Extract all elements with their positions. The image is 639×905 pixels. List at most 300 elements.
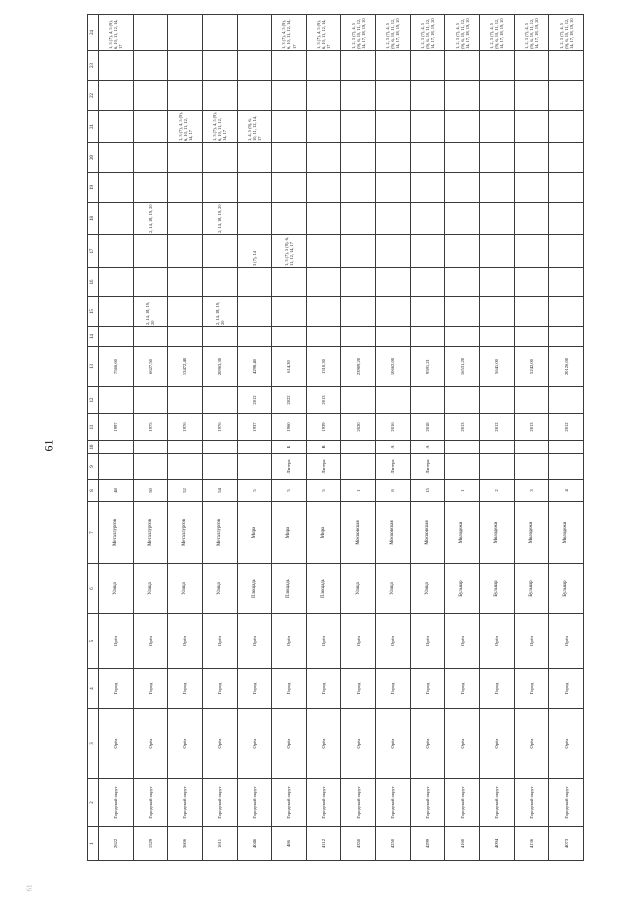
table-cell xyxy=(99,387,134,414)
table-cell: Орёл xyxy=(376,614,411,669)
table-cell xyxy=(168,51,203,81)
table-cell: Орёл xyxy=(376,709,411,779)
table-cell: 1, 2, 3 (7), 4, 5 (9), 6, 10, 11, 12, 14, 17, 18, 19, 20 xyxy=(480,15,515,51)
table-cell xyxy=(410,327,445,347)
table-cell: Мира xyxy=(272,502,307,564)
table-cell: 486 xyxy=(272,827,307,861)
table-cell: Городской округ xyxy=(202,779,237,827)
table-cell xyxy=(99,111,134,143)
table-cell xyxy=(133,15,168,51)
table-cell: 1611 xyxy=(202,827,237,861)
table-cell: Литера xyxy=(306,454,341,480)
column-header: 14 xyxy=(88,327,99,347)
table-cell: Орёл xyxy=(480,614,515,669)
table-cell: 2012 xyxy=(549,414,584,441)
table-cell xyxy=(202,235,237,268)
table-cell xyxy=(168,454,203,480)
table-cell: Город xyxy=(237,669,272,709)
table-cell xyxy=(306,268,341,297)
table-cell: Орёл xyxy=(168,709,203,779)
table-cell xyxy=(133,143,168,173)
table-cell xyxy=(272,143,307,173)
table-cell: Орёл xyxy=(99,614,134,669)
table-cell: Городской округ xyxy=(168,779,203,827)
table-cell: Орёл xyxy=(514,709,549,779)
table-cell: 1310,30 xyxy=(306,347,341,387)
table-cell xyxy=(168,327,203,347)
table-cell xyxy=(514,111,549,143)
table-cell: Городской округ xyxy=(341,779,376,827)
table-cell: 4298,40 xyxy=(237,347,272,387)
table-cell: Металлургов xyxy=(99,502,134,564)
table-cell xyxy=(341,235,376,268)
table-cell xyxy=(480,268,515,297)
table-cell: Бульвар xyxy=(514,564,549,614)
table-cell xyxy=(549,143,584,173)
table-cell: 23909,20 xyxy=(341,347,376,387)
table-row xyxy=(549,15,584,861)
table-cell: 1, 2, 3 (7), 4, 5 (9), 6, 10, 11, 12, 14, 17, 18, 19, 20 xyxy=(341,15,376,51)
table-cell: Орёл xyxy=(168,614,203,669)
column-header: 19 xyxy=(88,173,99,203)
table-cell xyxy=(514,297,549,327)
table-cell xyxy=(480,111,515,143)
table-cell: 1 xyxy=(445,480,480,502)
table-cell xyxy=(202,387,237,414)
table-cell xyxy=(376,81,411,111)
table-cell xyxy=(480,51,515,81)
table-cell: Городской округ xyxy=(237,779,272,827)
table-cell xyxy=(168,235,203,268)
table-cell: Город xyxy=(168,669,203,709)
table-cell xyxy=(410,81,445,111)
table-cell xyxy=(306,111,341,143)
table-cell: Орёл xyxy=(549,709,584,779)
table-cell: Городской округ xyxy=(549,779,584,827)
table-row xyxy=(168,15,203,861)
table-cell: 1937 xyxy=(237,414,272,441)
table-cell: 9591,21 xyxy=(410,347,445,387)
table-cell: 1975 xyxy=(133,414,168,441)
table-cell xyxy=(202,15,237,51)
table-cell: 1939 xyxy=(306,414,341,441)
table-cell xyxy=(306,203,341,235)
table-cell: Город xyxy=(480,669,515,709)
table-cell: Улица xyxy=(99,564,134,614)
column-header: 21 xyxy=(88,111,99,143)
table-cell: 1, 3 (7), 4, 5 (9), 6, 10, 11, 12, 14, 17 xyxy=(202,111,237,143)
table-cell xyxy=(341,81,376,111)
table-cell: 4046 xyxy=(237,827,272,861)
table-cell: Металлургов xyxy=(202,502,237,564)
table-cell: Город xyxy=(445,669,480,709)
column-header: 9 xyxy=(88,454,99,480)
table-cell xyxy=(306,173,341,203)
table-cell xyxy=(341,387,376,414)
table-cell: 2 xyxy=(480,480,515,502)
rotated-table-wrapper xyxy=(87,18,583,861)
column-header: 7 xyxy=(88,502,99,564)
table-cell: Улица xyxy=(410,564,445,614)
table-cell: Орёл xyxy=(133,709,168,779)
table-cell xyxy=(99,297,134,327)
table-cell xyxy=(480,143,515,173)
table-cell xyxy=(306,143,341,173)
table-cell: Орёл xyxy=(410,614,445,669)
table-cell xyxy=(514,441,549,454)
table-cell xyxy=(376,297,411,327)
table-cell xyxy=(445,203,480,235)
table-cell xyxy=(410,387,445,414)
table-cell: А xyxy=(410,441,445,454)
table-cell xyxy=(272,297,307,327)
table-cell xyxy=(514,51,549,81)
table-cell: Город xyxy=(202,669,237,709)
table-cell xyxy=(341,143,376,173)
table-cell xyxy=(410,268,445,297)
table-cell: 20963,30 xyxy=(202,347,237,387)
table-cell xyxy=(341,327,376,347)
column-header: 5 xyxy=(88,614,99,669)
column-header: 22 xyxy=(88,81,99,111)
table-cell xyxy=(272,268,307,297)
table-cell: 2012 xyxy=(237,387,272,414)
table-cell: Орёл xyxy=(445,709,480,779)
table-cell xyxy=(168,173,203,203)
table-cell: Металлургов xyxy=(168,502,203,564)
table-cell xyxy=(549,454,584,480)
table-cell xyxy=(514,173,549,203)
table-cell: Орёл xyxy=(272,709,307,779)
table-cell: 5641,00 xyxy=(480,347,515,387)
table-cell: Улица xyxy=(133,564,168,614)
table-cell xyxy=(202,268,237,297)
table-cell xyxy=(133,173,168,203)
table-cell xyxy=(99,173,134,203)
table-cell: 5242,00 xyxy=(514,347,549,387)
table-cell: Орёл xyxy=(410,709,445,779)
table-cell xyxy=(272,81,307,111)
table-cell: 2013 xyxy=(306,387,341,414)
table-cell xyxy=(237,15,272,51)
table-cell: Улица xyxy=(202,564,237,614)
table-cell: Городской округ xyxy=(306,779,341,827)
table-cell: 1, 2, 3 (7), 4, 5 (9), 6, 10, 11, 12, 14, 17, 18, 19, 20 xyxy=(410,15,445,51)
table-cell: Молодежи xyxy=(445,502,480,564)
table-cell: В xyxy=(306,441,341,454)
table-cell: Площадь xyxy=(306,564,341,614)
table-cell: Бульвар xyxy=(445,564,480,614)
table-row xyxy=(445,15,480,861)
table-cell xyxy=(445,111,480,143)
table-cell: Городской округ xyxy=(410,779,445,827)
table-cell xyxy=(133,454,168,480)
table-row xyxy=(410,15,445,861)
table-cell xyxy=(237,297,272,327)
table-cell xyxy=(549,173,584,203)
table-cell xyxy=(202,441,237,454)
table-cell: 1960 xyxy=(272,414,307,441)
table-row xyxy=(202,15,237,861)
table-cell: 1, 4, 5 (9), 6, 10, 11, 12, 14, 17 xyxy=(237,111,272,143)
table-row xyxy=(341,15,376,861)
table-cell xyxy=(99,441,134,454)
table-cell xyxy=(272,51,307,81)
table-cell: 2020 xyxy=(341,414,376,441)
table-cell: 3 (7), 14 xyxy=(237,235,272,268)
column-header: 1 xyxy=(88,827,99,861)
column-header: 15 xyxy=(88,297,99,327)
table-cell xyxy=(99,143,134,173)
table-cell: Металлургов xyxy=(133,502,168,564)
table-cell: 1, 3 (7), 4, 5 (9), 6, 10, 11, 12, 14, 17 xyxy=(168,111,203,143)
table-cell xyxy=(445,268,480,297)
table-cell xyxy=(306,327,341,347)
table-cell: 2622 xyxy=(99,827,134,861)
table-cell: Город xyxy=(514,669,549,709)
table-cell xyxy=(549,268,584,297)
table-cell xyxy=(376,203,411,235)
table-cell: 1, 2, 3 (7), 4, 5 (9), 6, 10, 11, 12, 14, 17, 18, 19, 20 xyxy=(514,15,549,51)
table-cell: Городской округ xyxy=(376,779,411,827)
table-row xyxy=(376,15,411,861)
scan-mark: 61 xyxy=(25,884,34,892)
table-cell: Мира xyxy=(306,502,341,564)
table-cell: 16531,20 xyxy=(445,347,480,387)
column-header: 12 xyxy=(88,387,99,414)
table-cell: Городской округ xyxy=(480,779,515,827)
table-cell: Орёл xyxy=(133,614,168,669)
table-cell xyxy=(549,387,584,414)
table-cell: 2, 14, 18, 19, 20 xyxy=(133,203,168,235)
table-cell: Город xyxy=(341,669,376,709)
table-cell: 614,30 xyxy=(272,347,307,387)
table-cell xyxy=(237,51,272,81)
table-cell: Орёл xyxy=(341,709,376,779)
column-header: 17 xyxy=(88,235,99,268)
table-cell xyxy=(341,441,376,454)
table-cell xyxy=(480,327,515,347)
table-cell xyxy=(237,203,272,235)
table-cell: Орёл xyxy=(237,709,272,779)
table-cell xyxy=(445,81,480,111)
table-cell xyxy=(376,51,411,81)
table-area xyxy=(87,18,583,861)
table-cell xyxy=(514,387,549,414)
table-cell: 1, 2, 3 (7), 4, 5 (9), 6, 10, 11, 12, 14, 17, 18, 19, 20 xyxy=(549,15,584,51)
table-cell xyxy=(549,297,584,327)
table-cell xyxy=(272,203,307,235)
table-cell xyxy=(133,81,168,111)
table-cell: Московская xyxy=(376,502,411,564)
table-cell xyxy=(133,235,168,268)
table-cell: Городской округ xyxy=(514,779,549,827)
table-cell: А xyxy=(376,441,411,454)
table-cell xyxy=(237,143,272,173)
table-cell xyxy=(514,268,549,297)
table-cell: Город xyxy=(133,669,168,709)
table-cell xyxy=(133,268,168,297)
table-cell xyxy=(306,297,341,327)
table-cell: Орёл xyxy=(341,614,376,669)
table-cell: Площадь xyxy=(272,564,307,614)
table-cell xyxy=(237,81,272,111)
table-cell: Площадь xyxy=(237,564,272,614)
table-cell xyxy=(306,51,341,81)
table-cell xyxy=(445,441,480,454)
table-cell: Городской округ xyxy=(133,779,168,827)
table-cell: 6627,50 xyxy=(133,347,168,387)
table-cell: Молодежи xyxy=(514,502,549,564)
table-cell xyxy=(272,111,307,143)
table-cell: 1, 3 (7), 5 (9), 6, 11, 12, 14, 17 xyxy=(272,235,307,268)
table-cell xyxy=(514,454,549,480)
table-cell: 2, 14, 18, 19, 20 xyxy=(202,203,237,235)
table-cell xyxy=(99,268,134,297)
table-cell: Городской округ xyxy=(272,779,307,827)
table-cell: 4 xyxy=(549,480,584,502)
table-cell xyxy=(480,441,515,454)
table-cell xyxy=(549,203,584,235)
table-cell: 5 xyxy=(306,480,341,502)
table-cell xyxy=(133,327,168,347)
table-cell xyxy=(445,387,480,414)
table-cell: 7566,60 xyxy=(99,347,134,387)
table-cell xyxy=(445,297,480,327)
table-cell: 1, 2, 3 (7), 4, 5 (9), 6, 10, 11, 12, 14, 17, 18, 19, 20 xyxy=(445,15,480,51)
table-cell xyxy=(237,173,272,203)
table-cell xyxy=(376,143,411,173)
table-cell xyxy=(514,327,549,347)
table-cell: 1, 3 (7), 4, 5 (9), 6, 10, 11, 12, 14, 17 xyxy=(99,15,134,51)
table-cell: Орёл xyxy=(514,614,549,669)
table-cell: Город xyxy=(272,669,307,709)
table-cell: Литера xyxy=(410,454,445,480)
table-cell: 4299 xyxy=(410,827,445,861)
table-cell xyxy=(202,454,237,480)
table-cell xyxy=(168,297,203,327)
table-cell: Улица xyxy=(376,564,411,614)
table-cell xyxy=(272,327,307,347)
table-cell: 4094 xyxy=(480,827,515,861)
table-cell xyxy=(376,327,411,347)
table-cell: 10662,00 xyxy=(376,347,411,387)
column-header: 6 xyxy=(88,564,99,614)
table-cell: Город xyxy=(99,669,134,709)
table-cell: Мира xyxy=(237,502,272,564)
table-cell: 4073 xyxy=(549,827,584,861)
table-cell xyxy=(168,203,203,235)
table-cell: Городской округ xyxy=(99,779,134,827)
table-cell: 4350 xyxy=(341,827,376,861)
table-cell: Город xyxy=(549,669,584,709)
housing-register-table xyxy=(87,14,584,861)
table-cell: 2013 xyxy=(514,414,549,441)
table-cell: 2012 xyxy=(480,414,515,441)
table-cell xyxy=(410,203,445,235)
table-cell: Орёл xyxy=(237,614,272,669)
table-cell: 48 xyxy=(99,480,134,502)
table-cell xyxy=(202,51,237,81)
table-cell xyxy=(168,387,203,414)
table-cell xyxy=(168,143,203,173)
table-cell xyxy=(480,235,515,268)
table-cell xyxy=(306,235,341,268)
table-cell xyxy=(341,111,376,143)
table-cell: Орёл xyxy=(445,614,480,669)
table-cell: Московская xyxy=(341,502,376,564)
table-cell xyxy=(168,441,203,454)
table-cell: Бульвар xyxy=(480,564,515,614)
table-cell xyxy=(306,81,341,111)
table-cell xyxy=(445,235,480,268)
column-header: 10 xyxy=(88,441,99,454)
table-cell xyxy=(237,441,272,454)
table-cell xyxy=(376,268,411,297)
column-header: 20 xyxy=(88,143,99,173)
table-cell: 1, 3 (7), 4, 5 (9), 6, 10, 11, 12, 14, 17 xyxy=(306,15,341,51)
table-cell xyxy=(410,143,445,173)
table-cell: Орёл xyxy=(306,709,341,779)
table-cell: Орёл xyxy=(99,709,134,779)
table-cell xyxy=(202,81,237,111)
table-cell: 4112 xyxy=(306,827,341,861)
table-cell xyxy=(549,327,584,347)
table-cell: Бульвар xyxy=(549,564,584,614)
table-cell: Орёл xyxy=(202,709,237,779)
table-cell xyxy=(168,81,203,111)
table-cell: Литера xyxy=(376,454,411,480)
table-row xyxy=(133,15,168,861)
table-cell xyxy=(514,203,549,235)
table-cell xyxy=(549,81,584,111)
table-cell xyxy=(410,235,445,268)
table-cell: 5 xyxy=(237,480,272,502)
column-header: 18 xyxy=(88,203,99,235)
table-cell xyxy=(549,111,584,143)
table-cell: 3 xyxy=(514,480,549,502)
table-cell xyxy=(237,268,272,297)
table-cell xyxy=(99,51,134,81)
column-header: 4 xyxy=(88,669,99,709)
table-cell: 1 xyxy=(341,480,376,502)
column-header: 11 xyxy=(88,414,99,441)
table-cell xyxy=(341,51,376,81)
table-cell: 4250 xyxy=(376,827,411,861)
table-cell: 1976 xyxy=(202,414,237,441)
table-cell xyxy=(376,235,411,268)
table-cell: 20126,00 xyxy=(549,347,584,387)
table-cell xyxy=(445,173,480,203)
column-header: 16 xyxy=(88,268,99,297)
table-cell xyxy=(202,327,237,347)
table-cell: 52 xyxy=(168,480,203,502)
table-cell: 15 xyxy=(410,480,445,502)
table-cell xyxy=(133,51,168,81)
table-cell: 8 xyxy=(376,480,411,502)
table-cell xyxy=(341,454,376,480)
table-body xyxy=(88,15,584,861)
table-cell xyxy=(480,454,515,480)
column-header: 24 xyxy=(88,15,99,51)
table-cell: Б xyxy=(272,441,307,454)
table-cell: 2016 xyxy=(376,414,411,441)
table-cell: Город xyxy=(376,669,411,709)
table-row xyxy=(272,15,307,861)
table-cell: Орёл xyxy=(202,614,237,669)
table-cell xyxy=(514,143,549,173)
table-cell xyxy=(133,387,168,414)
